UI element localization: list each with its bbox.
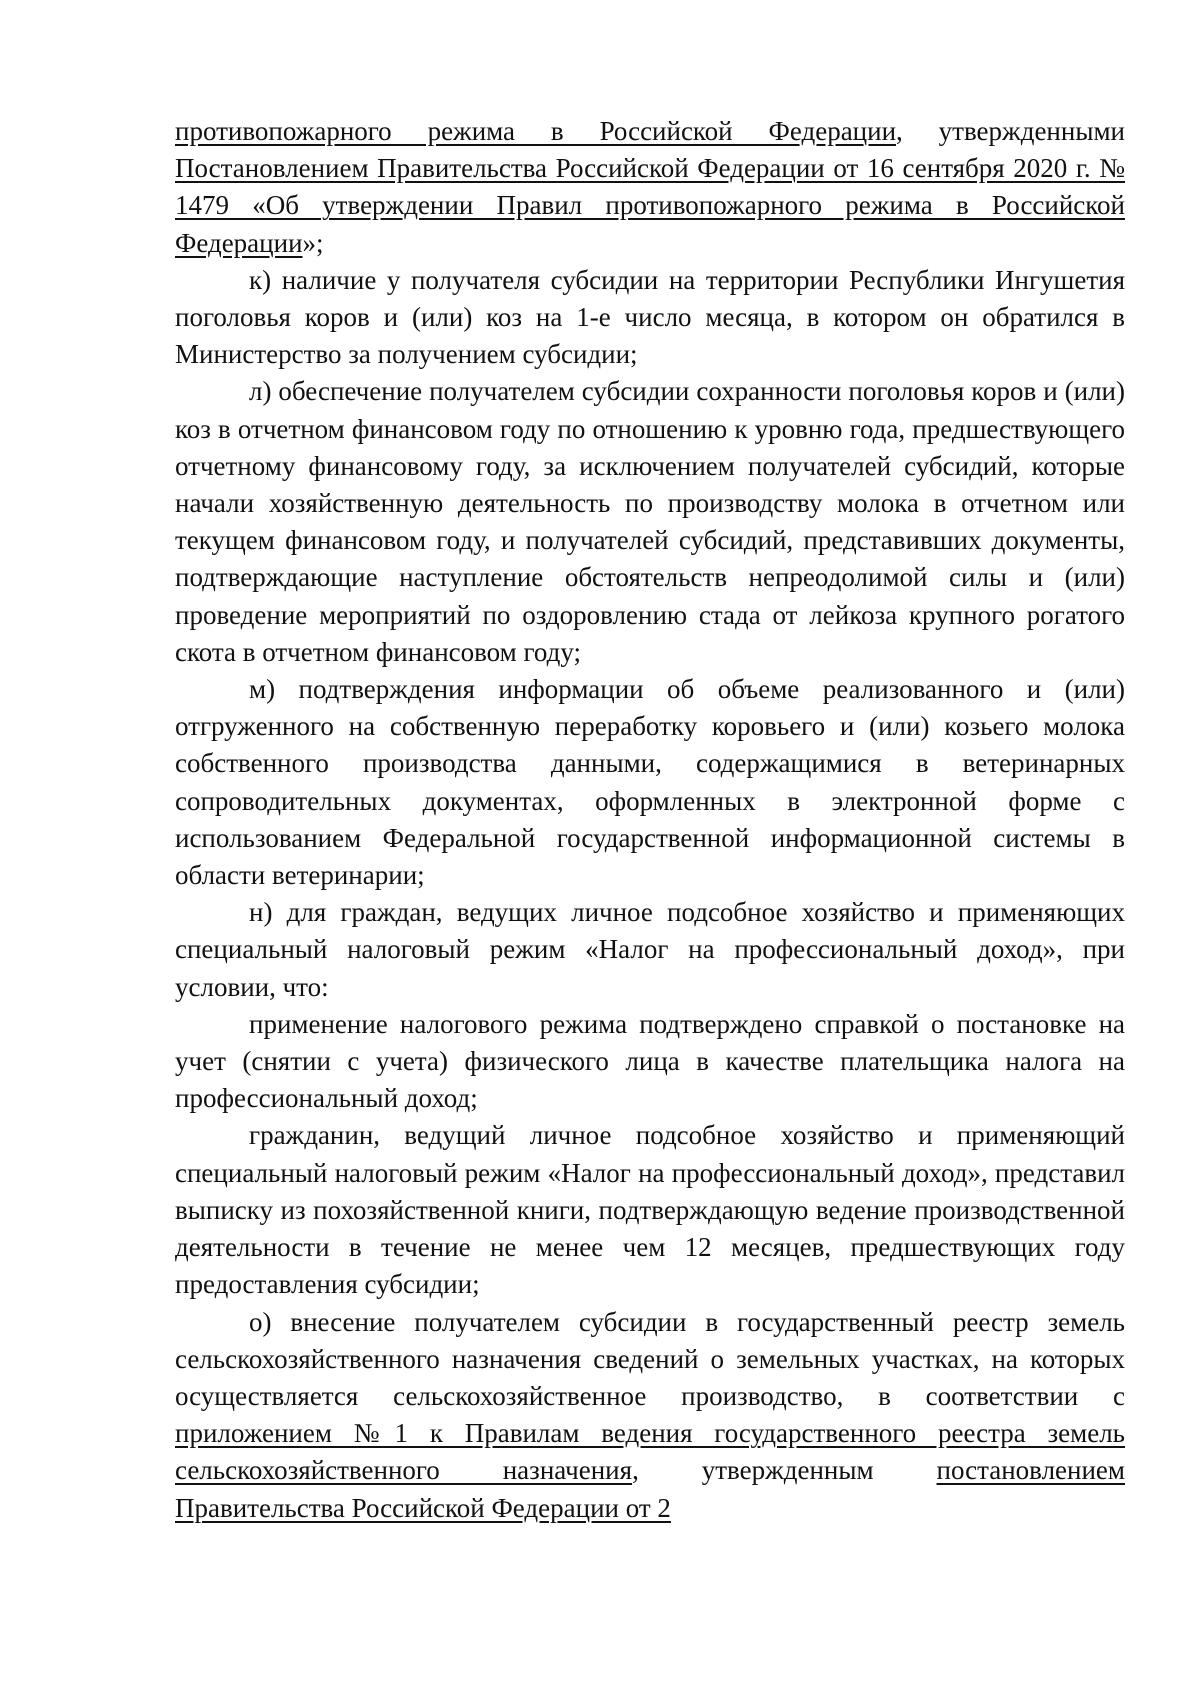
link-government-decree-1479[interactable]: Постановлением Правительства Российской Федерации от 16 сентября 2020 г. № 1479 «Об утверждении Правил противопожарного режима в Российской Федерации: [175, 153, 1125, 258]
document-page: [175, 113, 1125, 1527]
link-government-resolution[interactable]: постановлением Правительства Российской Федерации от 2: [175, 1455, 1126, 1523]
paragraph-household-book-extract: гражданин, ведущий личное подсобное хозяйство и применяющий специальный налоговый режим «Налог на профессиональный доход», представил выписку из похозяйственной книги, подтверждающую ведение производственной деятельности в течение не менее чем 12 месяцев, предшествующих году предоставления субсидии;: [175, 1120, 1125, 1300]
link-fire-regime-rules[interactable]: противопожарного режима в Российской Федерации: [175, 116, 897, 146]
paragraph-text: »;: [302, 227, 324, 258]
paragraph-text: , утвержденными: [896, 116, 1125, 146]
paragraph-m: м) подтверждения информации об объеме реализованного и (или) отгруженного на собственную переработку коровьего и (или) козьего молока собственного производства данными, содержащимися в ветеринарных сопроводительных документах, оформленных в электронной форме с использованием Федеральной государственной информационной системы в области ветеринарии;: [175, 674, 1125, 891]
paragraph-tax-regime-certificate: применение налогового режима подтверждено справкой о постановке на учет (снятии с учета) физического лица в качестве плательщика налога на профессиональный доход;: [175, 1008, 1125, 1114]
paragraph-o: [175, 1304, 1125, 1527]
paragraph-n: н) для граждан, ведущих личное подсобное хозяйство и применяющих специальный налоговый режим «Налог на профессиональный доход», при условии, что:: [175, 897, 1125, 1002]
paragraph-l: л) обеспечение получателем субсидии сохранности поголовья коров и (или) коз в отчетном финансовом году по отношению к уровню года, предшествующего отчетному финансовому году, за исключением получателей субсидий, которые начали хозяйственную деятельность по производству молока в отчетном или текущем финансовом году, и получателей субсидий, представивших документы, подтверждающие наступление обстоятельств непреодолимой силы и (или) проведение мероприятий по оздоровлению стада от лейкоза крупного рогатого скота в отчетном финансовом году;: [175, 376, 1125, 667]
paragraph-k: к) наличие у получателя субсидии на территории Республики Ингушетия поголовья коров и (или) коз на 1-е число месяца, в котором он обратился в Министерство за получением субсидии;: [175, 264, 1125, 370]
paragraph-fire-regime: [175, 113, 1125, 262]
paragraph-text: , утвержденным: [632, 1455, 937, 1486]
link-appendix-1-land-registry-rules[interactable]: приложением №1 к Правилам ведения государственного реестра земель сельскохозяйственного назначения: [175, 1418, 1125, 1486]
paragraph-text: о) внесение получателем субсидии в государственный реестр земель сельскохозяйственного назначения сведений о земельных участках, на которых осуществляется сельскохозяйственное производство, в соответствии с: [175, 1306, 1125, 1411]
